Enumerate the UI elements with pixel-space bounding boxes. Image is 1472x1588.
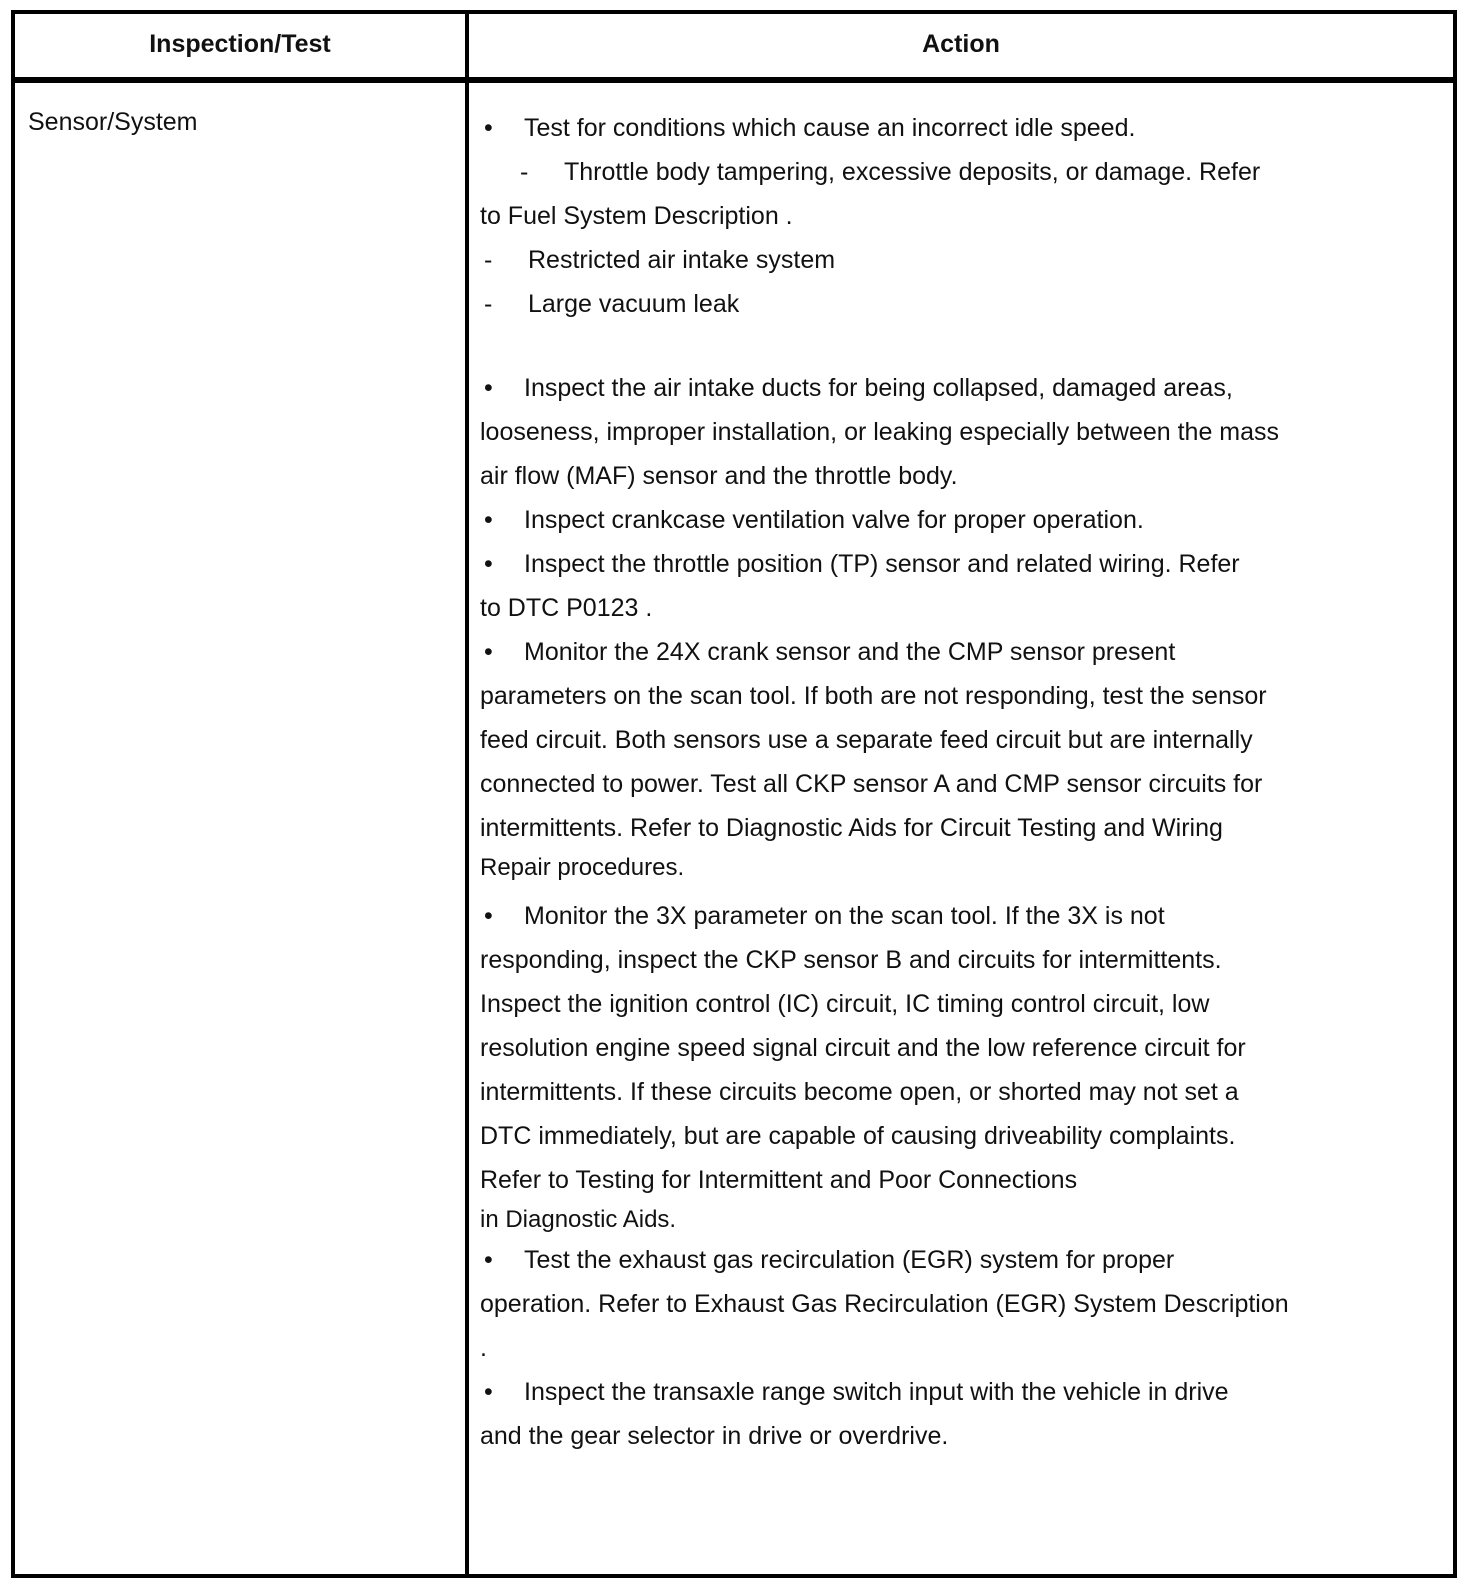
list-item: parameters on the scan tool. If both are not responding, test the sensor bbox=[480, 682, 1267, 710]
dash-marker: - bbox=[520, 158, 529, 186]
list-item: . bbox=[480, 1334, 487, 1362]
dash-marker: - bbox=[484, 246, 493, 274]
list-item: • Inspect the throttle position (TP) sensor and related wiring. Refer bbox=[480, 542, 1400, 586]
bullet-marker: • bbox=[484, 550, 493, 578]
list-item: • Test for conditions which cause an incorrect idle speed. bbox=[480, 106, 1400, 150]
list-item: intermittents. Refer to Diagnostic Aids for Circuit Testing and Wiring bbox=[480, 814, 1223, 842]
header-divider bbox=[11, 77, 1457, 83]
list-item: feed circuit. Both sensors use a separate feed circuit but are internally bbox=[480, 726, 1253, 754]
bullet-marker: • bbox=[484, 902, 493, 930]
list-item: • Monitor the 24X crank sensor and the CMP sensor present bbox=[480, 630, 1400, 674]
spacer bbox=[480, 326, 1400, 366]
list-item: air flow (MAF) sensor and the throttle body. bbox=[480, 462, 958, 490]
list-item: • Inspect the transaxle range switch input with the vehicle in drive bbox=[480, 1370, 1400, 1414]
list-item: and the gear selector in drive or overdrive. bbox=[480, 1422, 949, 1450]
bullet-marker: • bbox=[484, 374, 493, 402]
list-item: looseness, improper installation, or leaking especially between the mass bbox=[480, 418, 1280, 446]
list-item: in Diagnostic Aids. bbox=[480, 1206, 677, 1233]
list-item: - Large vacuum leak bbox=[480, 282, 1400, 326]
header-action: Action bbox=[922, 30, 1000, 58]
bullet-marker: • bbox=[484, 506, 493, 534]
bullet-marker: • bbox=[484, 638, 493, 666]
list-item: • Monitor the 3X parameter on the scan tool. If the 3X is not bbox=[480, 894, 1400, 938]
list-item: DTC immediately, but are capable of causing driveability complaints. bbox=[480, 1122, 1236, 1150]
action-cell bbox=[480, 106, 1400, 1458]
bullet-marker: • bbox=[484, 114, 493, 142]
spacer bbox=[480, 886, 1400, 894]
list-item: - Restricted air intake system bbox=[480, 238, 1400, 282]
list-item: responding, inspect the CKP sensor B and circuits for intermittents. bbox=[480, 946, 1222, 974]
list-item: resolution engine speed signal circuit and the low reference circuit for bbox=[480, 1034, 1246, 1062]
list-item: • Inspect crankcase ventilation valve for proper operation. bbox=[480, 498, 1400, 542]
bullet-marker: • bbox=[484, 1246, 493, 1274]
column-divider bbox=[465, 10, 469, 1578]
list-item: intermittents. If these circuits become open, or shorted may not set a bbox=[480, 1078, 1239, 1106]
list-item: Repair procedures. bbox=[480, 854, 685, 881]
list-item: to DTC P0123 . bbox=[480, 594, 653, 622]
row-label: Sensor/System bbox=[28, 108, 198, 136]
header-inspection-test: Inspection/Test bbox=[149, 30, 331, 58]
list-item: • Test the exhaust gas recirculation (EGR) system for proper bbox=[480, 1238, 1400, 1282]
bullet-marker: • bbox=[484, 1378, 493, 1406]
list-item: connected to power. Test all CKP sensor A and CMP sensor circuits for bbox=[480, 770, 1263, 798]
list-item: Inspect the ignition control (IC) circuit, IC timing control circuit, low bbox=[480, 990, 1210, 1018]
dash-marker: - bbox=[484, 290, 493, 318]
list-item: Refer to Testing for Intermittent and Poor Connections bbox=[480, 1166, 1078, 1194]
list-item: to Fuel System Description . bbox=[480, 202, 793, 230]
list-item: operation. Refer to Exhaust Gas Recirculation (EGR) System Description bbox=[480, 1290, 1289, 1318]
list-item: • Inspect the air intake ducts for being collapsed, damaged areas, bbox=[480, 366, 1400, 410]
list-item: - Throttle body tampering, excessive deposits, or damage. Refer bbox=[480, 150, 1400, 194]
